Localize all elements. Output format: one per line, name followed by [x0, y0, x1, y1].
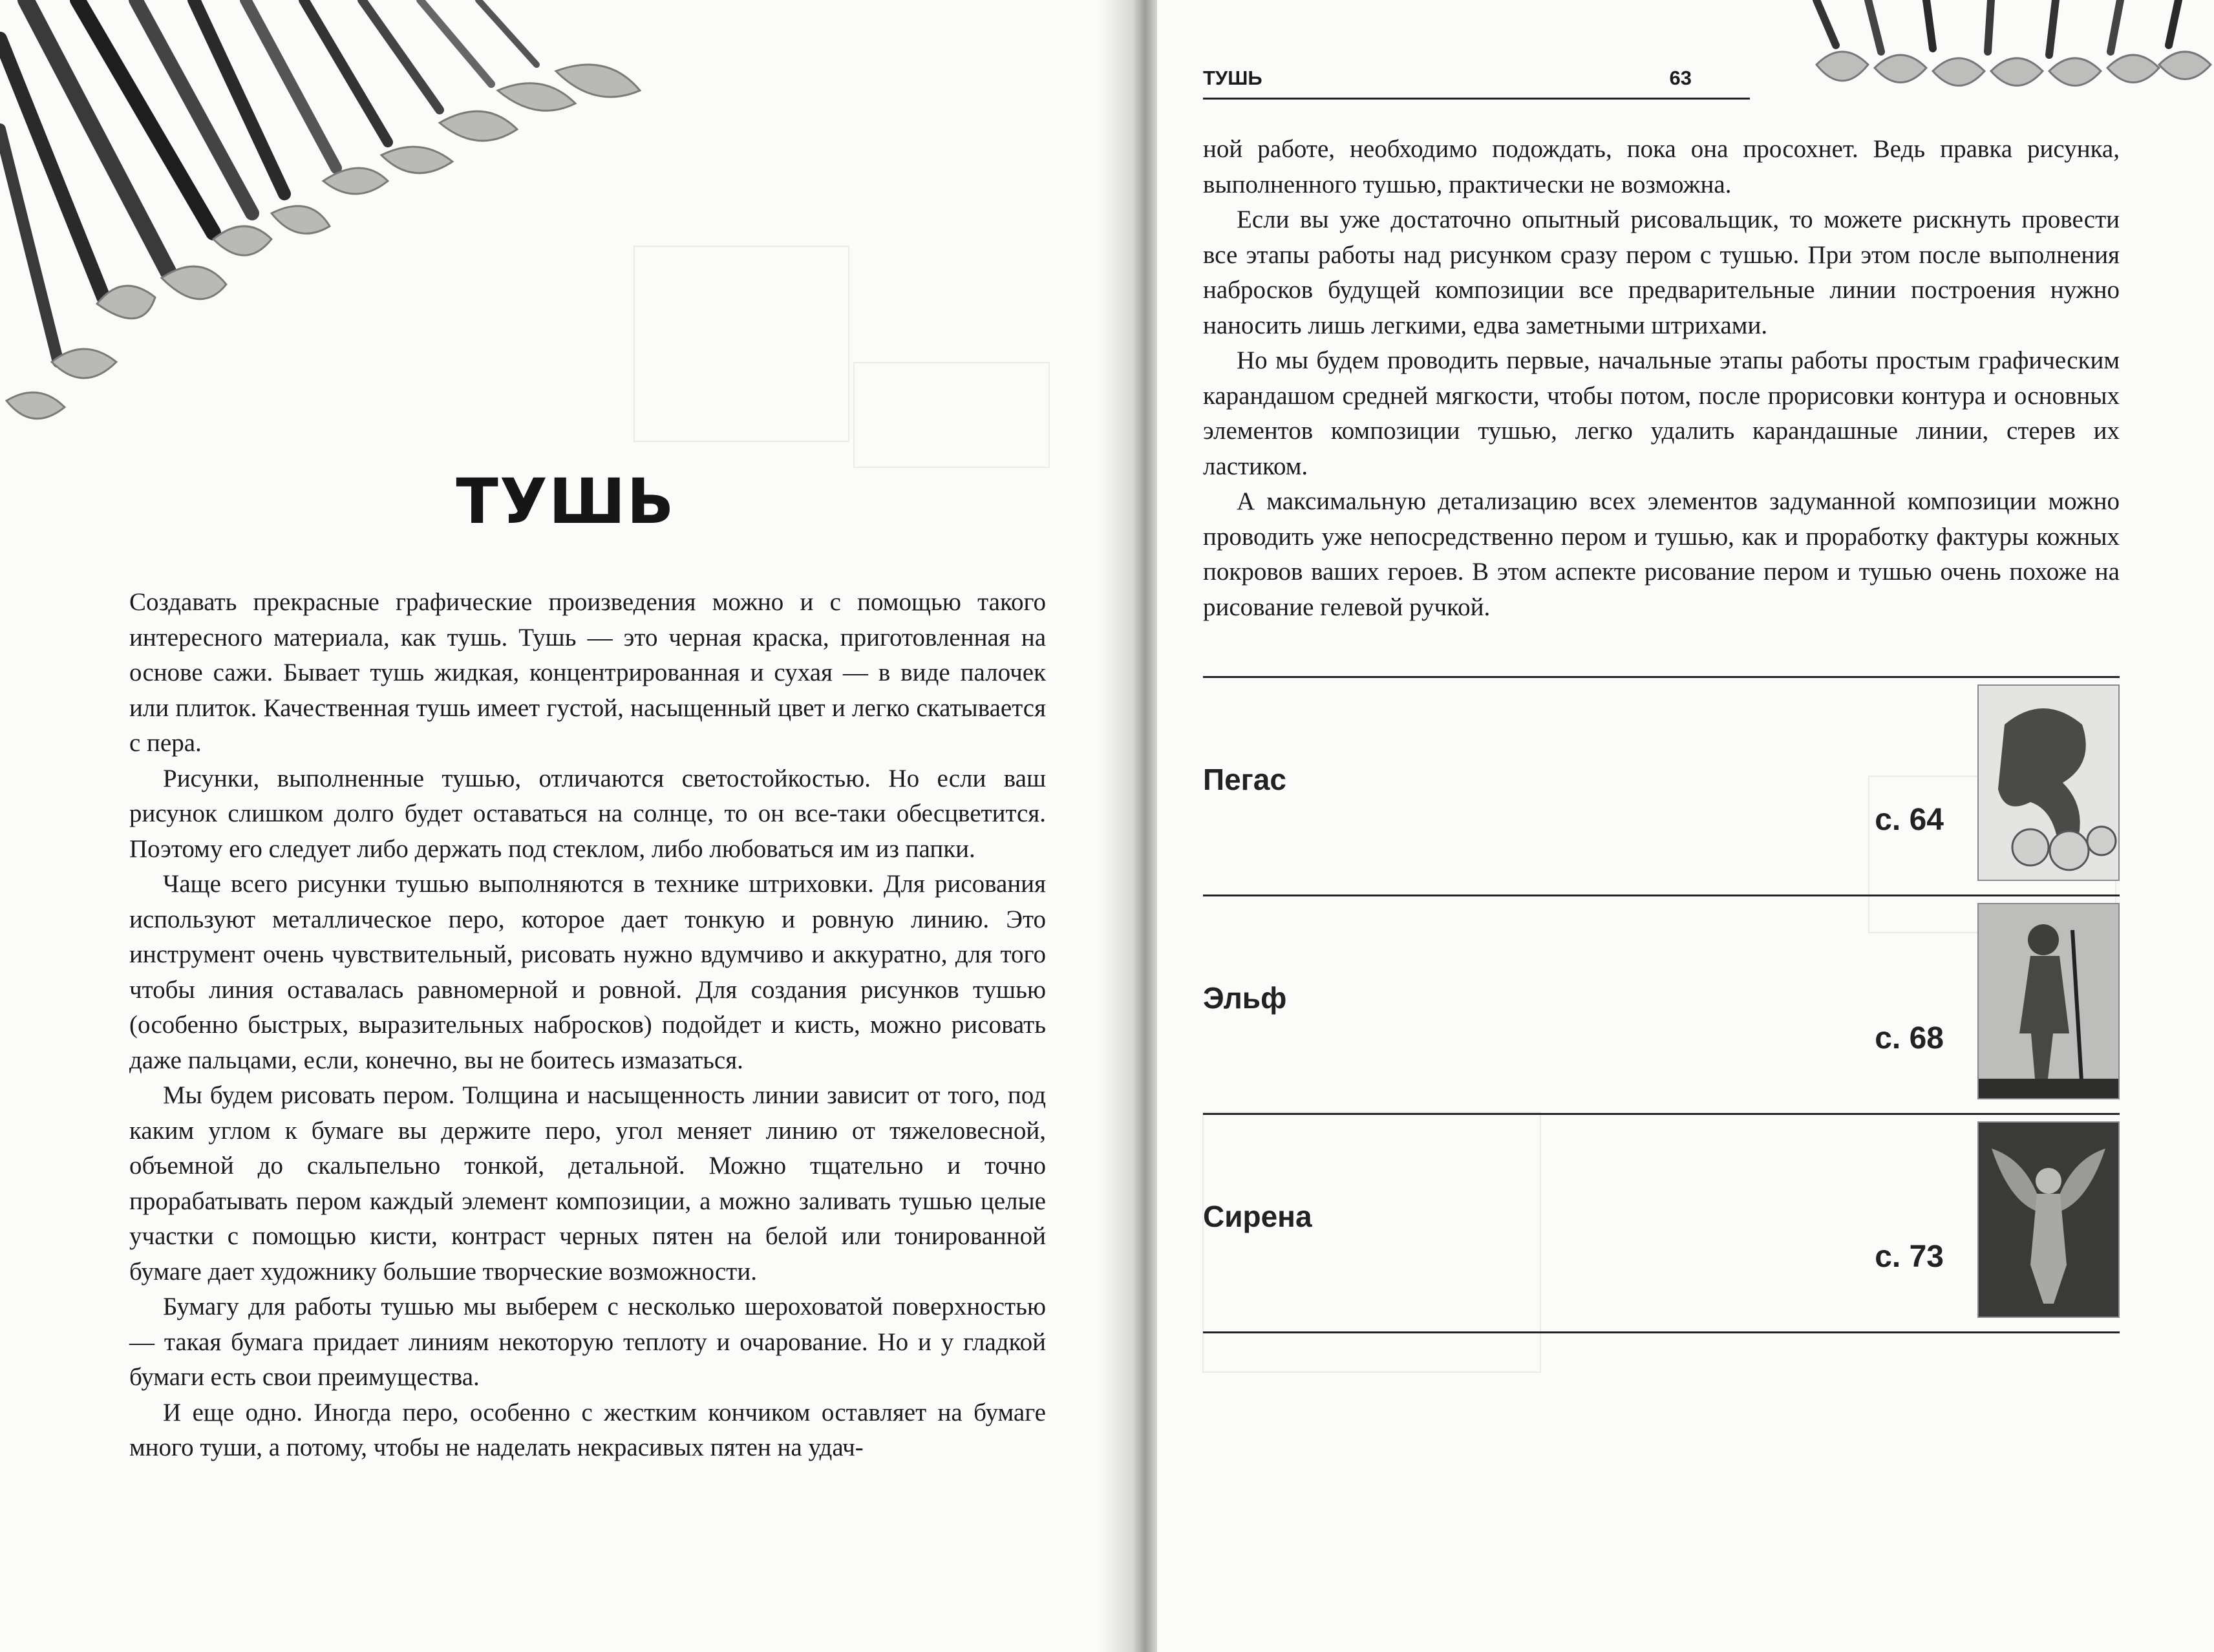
- brushes-illustration: [0, 0, 743, 491]
- contents-item-title: Сирена: [1203, 1200, 1312, 1233]
- contents-item-title: Пегас: [1203, 763, 1286, 796]
- running-head: [1203, 61, 1750, 100]
- paragraph: Создавать прекрасные графические произведения можно и с помощью такого интересного материала, как тушь. Тушь — это черная краска, приготовленная на основе сажи. Бывает тушь жидкая, концентрированная и сухая — в виде палочек или плиток. Качественная тушь имеет густой, насыщенный цвет и легко скатывается с пера.: [129, 588, 1046, 757]
- paragraph: Рисунки, выполненные тушью, отличаются светостойкостью. Но если ваш рисунок слишком долго будет оставаться на солнце, то он все-таки обесцветится. Поэтому его следует либо держать под стеклом, либо любоваться им из папки.: [129, 764, 1046, 863]
- elf-thumbnail: [1977, 903, 2120, 1099]
- paragraph: Чаще всего рисунки тушью выполняются в технике штриховки. Для рисования используют металлическое перо, которое дает тонкую и ровную линию. Это инструмент очень чувствительный, рисовать нужно вдумчиво и аккуратно, для того чтобы линия оставалась равномерной и ровной. Для создания рисунков тушью (особенно быстрых, выразительных набросков) подойдет и кисть, можно рисовать даже пальцами, если, конечно, вы не боитесь измазаться.: [129, 870, 1046, 1074]
- chapter-title: ТУШЬ: [456, 465, 676, 538]
- contents-list: [1203, 676, 2120, 1333]
- pegasus-thumbnail: [1977, 684, 2120, 881]
- running-head-title: ТУШЬ: [1203, 67, 1262, 89]
- paragraph: Мы будем рисовать пером. Толщина и насыщенность линии зависит от того, под каким углом к бумаге вы держите перо, угол меняет линию от тяжеловесной, объемной до скальпельно тонкой, детальной. Можно тщательно и точно прорабатывать пером каждый элемент композиции, а можно заливать тушью целые участки с помощью кисти, контраст черных пятен на белой или тонированной бумаге дает художнику большие творческие возможности.: [129, 1081, 1046, 1286]
- contents-item-title: Эльф: [1203, 981, 1287, 1015]
- siren-thumbnail: [1977, 1121, 2120, 1318]
- left-body-text: [129, 585, 1046, 1466]
- contents-item-page: с. 68: [1875, 1021, 1944, 1055]
- paragraph: Если вы уже достаточно опытный рисовальщик, то можете рискнуть провести все этапы работы над рисунком сразу пером с тушью. При этом после выполнения набросков будущей композиции все предварительные линии построения нужно наносить лишь легкими, едва заметными штрихами.: [1203, 206, 2120, 339]
- paragraph: И еще одно. Иногда перо, особенно с жестким кончиком оставляет на бумаге много туши, а потому, чтобы не наделать некрасивых пятен на удач-: [129, 1398, 1046, 1461]
- page-number: 63: [1669, 67, 1692, 89]
- contents-item-page: с. 64: [1875, 803, 1944, 837]
- paragraph: Бумагу для работы тушью мы выберем с несколько шероховатой поверхностью — такая бумага придает линиям некоторую теплоту и очарование. Но и у гладкой бумаги есть свои преимущества.: [129, 1293, 1046, 1391]
- right-body-text: [1203, 132, 2120, 625]
- right-page: [1157, 0, 2214, 1652]
- contents-item-page: с. 73: [1875, 1240, 1944, 1274]
- contents-item[interactable]: [1203, 896, 2120, 1115]
- contents-item[interactable]: [1203, 1115, 2120, 1333]
- paragraph: Но мы будем проводить первые, начальные этапы работы простым графическим карандашом средней мягкости, чтобы потом, после прорисовки контура и основных элементов композиции тушью, легко удалить карандашные линии, стерев их ластиком.: [1203, 346, 2120, 480]
- brushes-illustration-top: [1778, 0, 2214, 110]
- paragraph: ной работе, необходимо подождать, пока она просохнет. Ведь правка рисунка, выполненного тушью, практически не возможна.: [1203, 135, 2120, 198]
- paragraph: А максимальную детализацию всех элементов задуманной композиции можно проводить уже непосредственно пером и тушью, как и проработку фактуры кожных покровов ваших героев. В этом аспекте рисование пером и тушью очень похоже на рисование гелевой ручкой.: [1203, 487, 2120, 621]
- contents-item[interactable]: [1203, 678, 2120, 896]
- bleed-through-box: [853, 362, 1050, 468]
